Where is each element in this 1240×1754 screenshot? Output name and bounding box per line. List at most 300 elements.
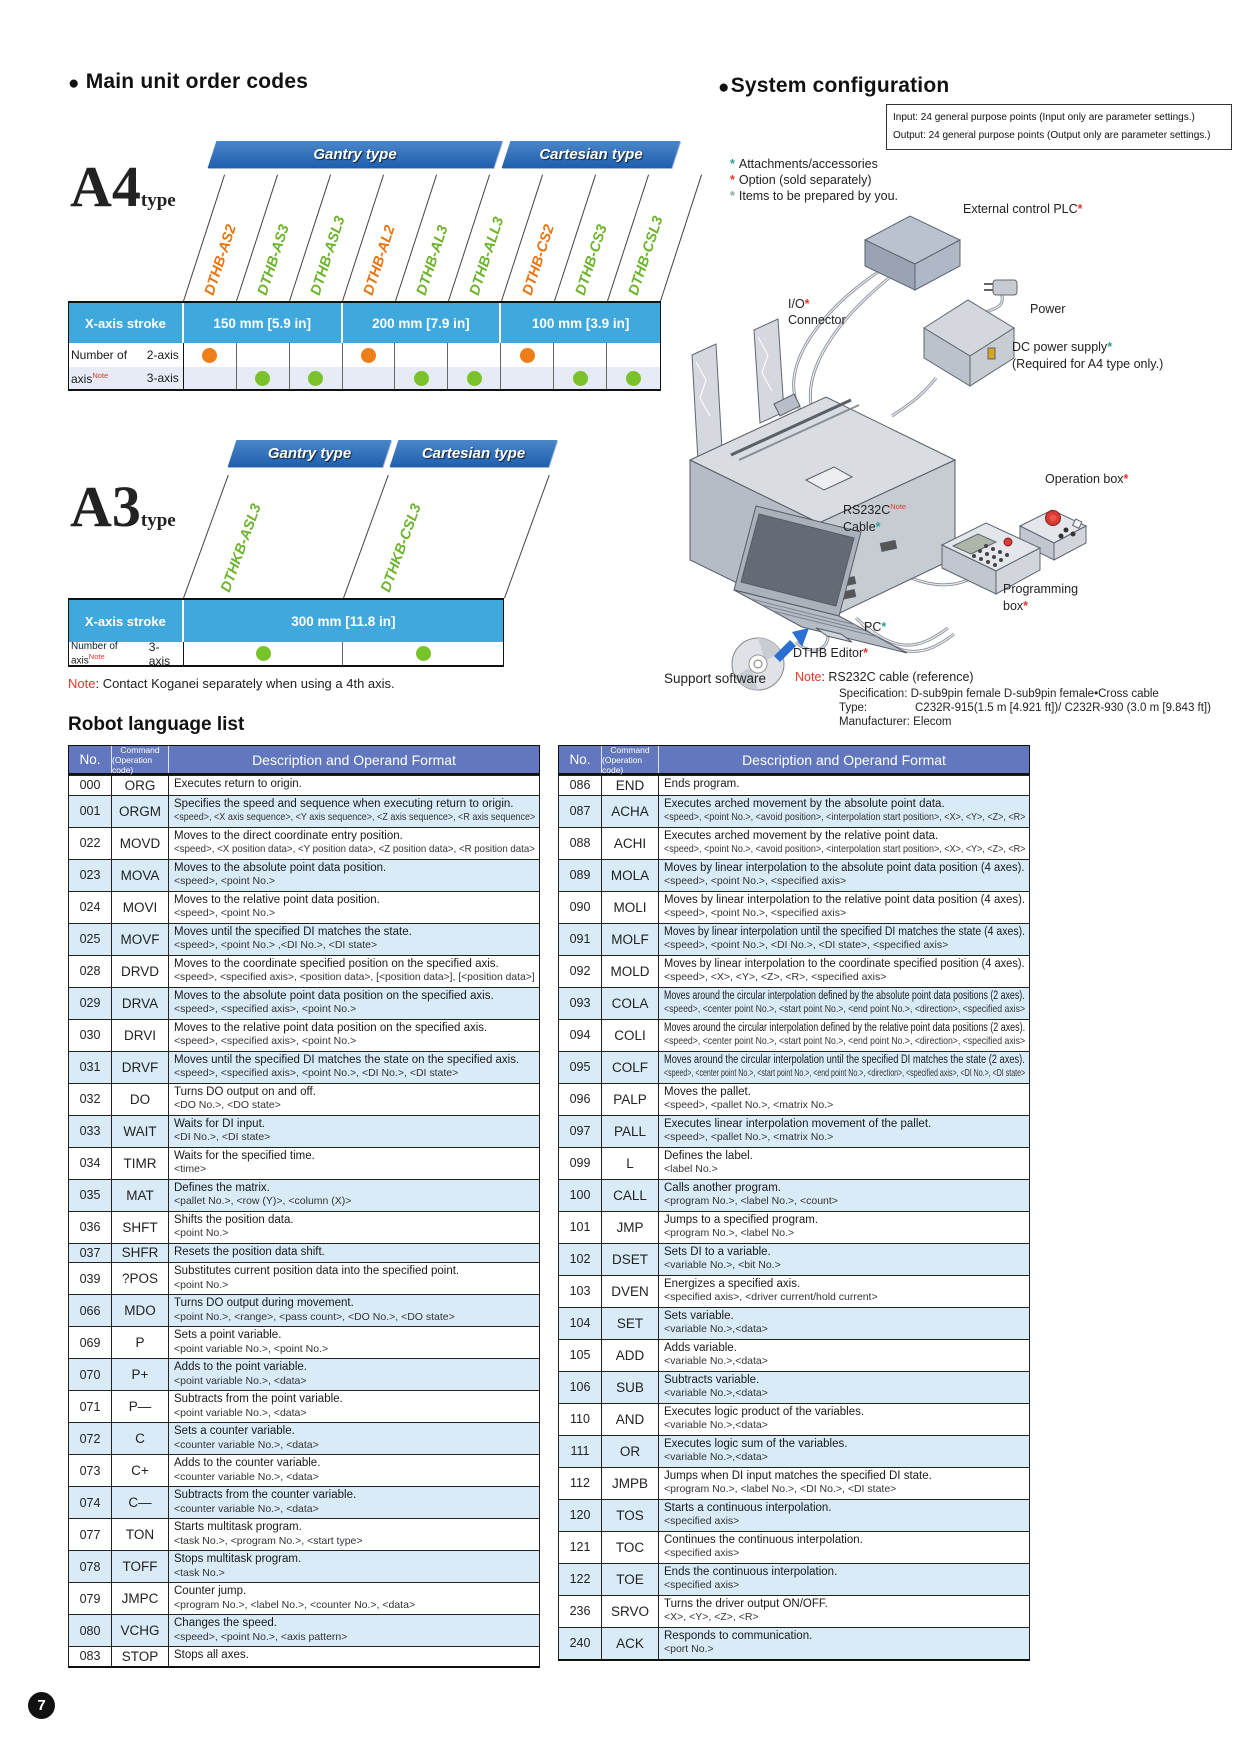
- row-no: 236: [559, 1596, 602, 1627]
- row-description: [659, 988, 1029, 1019]
- axis-availability-cell: [395, 367, 448, 389]
- asterisk-icon: *: [1023, 599, 1029, 613]
- a3-axis-header: Number of axis$^{Note}$: [71, 640, 118, 667]
- row-command: AND: [602, 1404, 659, 1435]
- a4-diagonal-headers: [68, 141, 678, 301]
- table-row: [68, 1582, 540, 1614]
- operand-text: <speed>, <X>, <Y>, <Z>, <R>, <specified axis>: [664, 971, 887, 983]
- operand-text: <speed>, <point No.>, <avoid position>, <interpolation start position>, <X>, <Y>, <Z>, <R>: [664, 843, 1026, 855]
- row-no: 105: [559, 1340, 602, 1371]
- description-text: Calls another program.: [664, 1181, 781, 1194]
- row-no: 111: [559, 1436, 602, 1467]
- rs232c-note-mfr: Manufacturer: Elecom: [839, 716, 952, 728]
- row-command: MOLF: [602, 924, 659, 955]
- a4-stroke-100: 100 mm [3.9 in]: [531, 315, 630, 331]
- row-description: [659, 1500, 1029, 1531]
- row-command: MDO: [112, 1295, 169, 1326]
- plc-label: External control PLC*: [963, 202, 1083, 216]
- operand-text: <speed>, <center point No.>, <start point No.>, <end point No.>, <direction>, <specified axis>: [664, 1035, 1026, 1047]
- table-row: [68, 1614, 540, 1646]
- description-text: Executes logic product of the variables.: [664, 1405, 865, 1418]
- row-description: [659, 1212, 1029, 1243]
- programming-box-label: box*: [1003, 599, 1029, 613]
- table-header: [68, 745, 540, 775]
- row-no: 095: [559, 1052, 602, 1083]
- operand-text: <specified axis>: [664, 1547, 740, 1559]
- axis-availability-cell: [448, 343, 501, 367]
- a3-stroke-row-label: X-axis stroke: [69, 600, 184, 642]
- a3-gantry-label: Gantry type: [267, 445, 352, 462]
- table-row: [68, 1115, 540, 1147]
- description-text: Moves to the relative point data position on the specified axis.: [174, 1021, 488, 1034]
- table-row: [68, 1486, 540, 1518]
- row-description: [659, 860, 1029, 891]
- row-no: 240: [559, 1628, 602, 1659]
- model-code-label: DTHB-CSL3: [625, 214, 667, 298]
- plc-box-art: [865, 216, 960, 290]
- table-row: [68, 1646, 540, 1666]
- row-description: [659, 1468, 1029, 1499]
- row-command: END: [602, 776, 659, 795]
- row-no: 096: [559, 1084, 602, 1115]
- row-no: 030: [69, 1020, 112, 1051]
- row-no: 074: [69, 1487, 112, 1518]
- row-no: 080: [69, 1615, 112, 1646]
- table-row: [68, 891, 540, 923]
- row-description: [169, 924, 539, 955]
- availability-dot-icon: [202, 348, 217, 363]
- axis-availability-cell: [448, 367, 501, 389]
- row-description: [169, 1148, 539, 1179]
- robot-language-table-left: [68, 745, 540, 1668]
- row-no: 066: [69, 1295, 112, 1326]
- legend-attachments: * Attachments/accessories: [730, 157, 878, 171]
- row-description: [169, 1327, 539, 1358]
- operand-text: <specified axis>, <driver current/hold current>: [664, 1291, 878, 1303]
- note-label: Note: [68, 676, 96, 691]
- availability-dot-icon: [573, 371, 588, 386]
- row-description: [169, 1052, 539, 1083]
- table-row: [68, 1051, 540, 1083]
- row-no: 037: [69, 1244, 112, 1263]
- row-description: [659, 1372, 1029, 1403]
- row-command: OR: [602, 1436, 659, 1467]
- table-row: [68, 775, 540, 795]
- row-command: MOVD: [112, 828, 169, 859]
- row-command: PALL: [602, 1116, 659, 1147]
- row-command: PALP: [602, 1084, 659, 1115]
- a4-order-table: [68, 141, 678, 396]
- row-command: MOVI: [112, 892, 169, 923]
- description-text: Adds variable.: [664, 1341, 737, 1354]
- row-no: 028: [69, 956, 112, 987]
- row-description: [169, 1391, 539, 1422]
- row-command: ORG: [112, 776, 169, 795]
- axis-availability-cell: [343, 642, 503, 665]
- row-no: 070: [69, 1359, 112, 1390]
- row-no: 090: [559, 892, 602, 923]
- axis-availability-cell: [184, 343, 237, 367]
- row-no: 001: [69, 796, 112, 827]
- operand-text: <speed>, <point No.>: [174, 875, 275, 887]
- row-description: [659, 1532, 1029, 1563]
- description-text: Substitutes current position data into the specified point.: [174, 1265, 460, 1277]
- availability-dot-icon: [256, 646, 271, 661]
- asterisk-icon: *: [875, 520, 881, 534]
- row-description: [659, 1596, 1029, 1627]
- description-text: Specifies the speed and sequence when executing return to origin.: [174, 797, 514, 810]
- operand-text: <pallet No.>, <row (Y)>, <column (X)>: [174, 1195, 352, 1207]
- row-no: 033: [69, 1116, 112, 1147]
- model-code-label: DTHB-AS3: [254, 222, 293, 298]
- table-row: [68, 1083, 540, 1115]
- connector-label: Connector: [788, 313, 846, 327]
- bullet-icon: ●: [718, 77, 730, 98]
- page-number-badge: 7: [28, 1692, 55, 1719]
- description-text: Moves by linear interpolation to the relative point data position (4 axes).: [664, 893, 1026, 906]
- row-no: 071: [69, 1391, 112, 1422]
- row-command: VCHG: [112, 1615, 169, 1646]
- operand-text: <speed>, <point No.> ,<DI No.>, <DI state>: [174, 939, 378, 951]
- description-text: Moves until the specified DI matches the state on the specified axis.: [174, 1053, 520, 1066]
- a4-axis-note-sup: Note: [92, 370, 109, 380]
- row-command: SUB: [602, 1372, 659, 1403]
- row-command: ACHI: [602, 828, 659, 859]
- table-row: [558, 1339, 1030, 1371]
- row-command: DVEN: [602, 1276, 659, 1307]
- axis-availability-cell: [554, 367, 607, 389]
- row-no: 101: [559, 1212, 602, 1243]
- operand-text: <speed>, <X axis sequence>, <Y axis sequence>, <Z axis sequence>, <R axis sequence>: [174, 811, 536, 823]
- table-row: [558, 1307, 1030, 1339]
- description-text: Subtracts variable.: [664, 1373, 760, 1386]
- operand-text: <speed>, <pallet No.>, <matrix No.>: [664, 1099, 834, 1111]
- operand-text: <variable No.>,<data>: [664, 1419, 768, 1431]
- table-row: [558, 1115, 1030, 1147]
- asterisk-icon: *: [1077, 202, 1083, 216]
- operand-text: <speed>, <point No.>, <specified axis>: [664, 875, 847, 887]
- operand-text: <DI No.>, <DI state>: [174, 1131, 271, 1143]
- row-description: [659, 1436, 1029, 1467]
- description-text: Starts multitask program.: [174, 1521, 302, 1533]
- row-command: COLA: [602, 988, 659, 1019]
- row-command: DO: [112, 1084, 169, 1115]
- row-command: ?POS: [112, 1263, 169, 1294]
- operand-text: <specified axis>: [664, 1579, 740, 1591]
- availability-dot-icon: [520, 348, 535, 363]
- description-text: Ends the continuous interpolation.: [664, 1565, 838, 1578]
- availability-dot-icon: [626, 371, 641, 386]
- a3-stroke-300: 300 mm [11.8 in]: [291, 613, 396, 629]
- description-text: Jumps to a specified program.: [664, 1213, 819, 1226]
- a3-letter: A3: [70, 474, 141, 539]
- operand-text: <point variable No.>, <data>: [174, 1374, 307, 1387]
- operand-text: <speed>, <specified axis>, <point No.>, <DI No.>, <DI state>: [174, 1067, 459, 1079]
- row-no: 034: [69, 1148, 112, 1179]
- row-command: L: [602, 1148, 659, 1179]
- row-description: [659, 1180, 1029, 1211]
- availability-dot-icon: [414, 371, 429, 386]
- operand-text: <port No.>: [664, 1643, 714, 1655]
- row-description: [169, 1084, 539, 1115]
- row-no: 079: [69, 1583, 112, 1614]
- row-command: MOVA: [112, 860, 169, 891]
- row-command: SET: [602, 1308, 659, 1339]
- table-row: [558, 795, 1030, 827]
- row-description: [169, 796, 539, 827]
- availability-dot-icon: [308, 371, 323, 386]
- system-config-heading: [718, 74, 949, 99]
- description-text: Moves to the absolute point data position on the specified axis.: [174, 989, 494, 1002]
- table-row: [558, 1403, 1030, 1435]
- asterisk-icon: *: [881, 620, 887, 634]
- table-row: [558, 1531, 1030, 1563]
- description-text: Moves the pallet.: [664, 1085, 751, 1098]
- operand-text: <speed>, <point No.>, <DI No.>, <DI state>, <specified axis>: [664, 939, 949, 951]
- operand-text: <variable No.>,<data>: [664, 1451, 768, 1463]
- a4-axis-header-line2: axis$^{Note}$: [71, 370, 109, 386]
- row-no: 031: [69, 1052, 112, 1083]
- robot-language-table-right: [558, 745, 1030, 1661]
- row-description: [659, 1308, 1029, 1339]
- col-header-no: No.: [559, 746, 602, 773]
- table-row: [68, 1179, 540, 1211]
- model-code-label: DTHB-ASL3: [307, 214, 349, 298]
- row-no: 089: [559, 860, 602, 891]
- table-row: [68, 1390, 540, 1422]
- row-command: TON: [112, 1519, 169, 1550]
- row-description: [659, 796, 1029, 827]
- row-no: 086: [559, 776, 602, 795]
- operand-text: <counter variable No.>, <data>: [174, 1470, 319, 1483]
- row-description: [169, 1583, 539, 1614]
- table-row: [68, 923, 540, 955]
- row-no: 112: [559, 1468, 602, 1499]
- row-command: ADD: [602, 1340, 659, 1371]
- description-text: Executes logic sum of the variables.: [664, 1437, 848, 1450]
- row-no: 103: [559, 1276, 602, 1307]
- operand-text: <task No.>, <program No.>, <start type>: [174, 1534, 363, 1547]
- row-description: [659, 1564, 1029, 1595]
- row-description: [169, 828, 539, 859]
- table-row: [558, 1179, 1030, 1211]
- description-text: Moves by linear interpolation until the specified DI matches the state (4 axes).: [664, 925, 1026, 938]
- row-no: 035: [69, 1180, 112, 1211]
- description-text: Moves to the direct coordinate entry position.: [174, 829, 403, 842]
- table-row: [558, 775, 1030, 795]
- row-description: [659, 828, 1029, 859]
- row-no: 036: [69, 1212, 112, 1243]
- description-text: Sets variable.: [664, 1309, 734, 1322]
- description-text: Moves by linear interpolation to the absolute point data position (4 axes).: [664, 861, 1025, 874]
- asterisk-icon: *: [863, 646, 869, 660]
- io-output-line: Output: 24 general purpose points (Output only are parameter settings.): [893, 130, 1211, 141]
- row-no: 104: [559, 1308, 602, 1339]
- row-description: [169, 1116, 539, 1147]
- row-command: STOP: [112, 1647, 169, 1666]
- power-plug-art: [984, 280, 1017, 295]
- row-command: JMPB: [602, 1468, 659, 1499]
- operand-text: <speed>, <specified axis>, <position data>, [<position data>], [<position data>]: [174, 971, 535, 983]
- table-row: [68, 987, 540, 1019]
- model-code-label: DTHB-AL3: [413, 223, 452, 298]
- description-text: Adds to the point variable.: [174, 1361, 307, 1373]
- operand-text: <variable No.>,<data>: [664, 1323, 768, 1335]
- row-command: P: [112, 1327, 169, 1358]
- availability-dot-icon: [467, 371, 482, 386]
- operand-text: <counter variable No.>, <data>: [174, 1502, 319, 1515]
- model-code-label: DTHB-CS2: [519, 222, 558, 298]
- row-description: [169, 1263, 539, 1294]
- a4-axis-row-header2: [69, 367, 184, 389]
- availability-dot-icon: [416, 646, 431, 661]
- table-row: [558, 891, 1030, 923]
- row-command: SHFT: [112, 1212, 169, 1243]
- axis-availability-cell: [607, 343, 660, 367]
- axis-availability-cell: [501, 367, 554, 389]
- operand-text: <speed>, <specified axis>, <point No.>: [174, 1035, 357, 1047]
- a4-3axis-row: [68, 367, 661, 391]
- operand-text: <variable No.>,<data>: [664, 1355, 768, 1367]
- a3-stroke-row: [68, 598, 504, 642]
- row-description: [169, 1519, 539, 1550]
- table-row: [68, 827, 540, 859]
- table-row: [558, 827, 1030, 859]
- cable-label: Cable*: [843, 520, 881, 534]
- asterisk-gray-icon: *: [730, 189, 735, 203]
- row-command: CALL: [602, 1180, 659, 1211]
- a4-3axis-label: 3-axis: [146, 371, 179, 385]
- pc-label: PC*: [864, 620, 887, 634]
- availability-dot-icon: [361, 348, 376, 363]
- operand-text: <X>, <Y>, <Z>, <R>: [664, 1611, 759, 1623]
- description-text: Subtracts from the point variable.: [174, 1393, 343, 1405]
- description-text: Continues the continuous interpolation.: [664, 1533, 863, 1546]
- description-text: Shifts the position data.: [174, 1213, 294, 1226]
- description-text: Counter jump.: [174, 1585, 247, 1597]
- row-command: COLI: [602, 1020, 659, 1051]
- axis-availability-cell: [607, 367, 660, 389]
- table-row: [558, 1435, 1030, 1467]
- a3-cartesian-label: Cartesian type: [421, 445, 526, 462]
- axis-availability-cell: [343, 343, 396, 367]
- description-text: Stops multitask program.: [174, 1553, 302, 1565]
- row-command: TOS: [602, 1500, 659, 1531]
- row-no: 110: [559, 1404, 602, 1435]
- operand-text: <point variable No.>, <data>: [174, 1406, 307, 1419]
- description-text: Moves around the circular interpolation defined by the absolute point data positions (2 axes).: [664, 989, 1025, 1002]
- table-row: [558, 1595, 1030, 1627]
- table-row: [68, 1243, 540, 1263]
- axis-availability-cell: [184, 642, 344, 665]
- row-no: 094: [559, 1020, 602, 1051]
- row-command: SRVO: [602, 1596, 659, 1627]
- row-no: 029: [69, 988, 112, 1019]
- rs232c-note-spec: Specification: D-sub9pin female D-sub9pin female•Cross cable: [839, 688, 1159, 700]
- description-text: Moves around the circular interpolation until the specified DI matches the state (2 axes).: [664, 1053, 1025, 1066]
- row-command: DRVD: [112, 956, 169, 987]
- table-row: [68, 795, 540, 827]
- system-diagram-art: [656, 150, 1240, 750]
- operand-text: <speed>, <pallet No.>, <matrix No.>: [664, 1131, 834, 1143]
- row-command: JMPC: [112, 1583, 169, 1614]
- operand-text: <program No.>, <label No.>, <DI No.>, <DI state>: [664, 1483, 897, 1495]
- operand-text: <program No.>, <label No.>, <count>: [664, 1195, 838, 1207]
- row-command: MOVF: [112, 924, 169, 955]
- a4-axis-header-line1: Number of: [71, 348, 128, 362]
- row-command: COLF: [602, 1052, 659, 1083]
- description-text: Defines the matrix.: [174, 1181, 270, 1194]
- operand-text: <speed>, <specified axis>, <point No.>: [174, 1003, 357, 1015]
- row-description: [169, 1551, 539, 1582]
- table-row: [68, 1147, 540, 1179]
- col-header-no: No.: [69, 746, 112, 773]
- row-description: [169, 1647, 539, 1666]
- description-text: Executes return to origin.: [174, 778, 302, 790]
- operand-text: <point No.>, <range>, <pass count>, <DO No.>, <DO state>: [174, 1310, 455, 1323]
- model-code-label: DTHB-AS2: [201, 222, 240, 298]
- row-command: SHFR: [112, 1244, 169, 1263]
- table-row: [68, 955, 540, 987]
- a3-axis-note-sup: Note: [88, 651, 105, 661]
- operand-text: <speed>, <point No.>, <specified axis>: [664, 907, 847, 919]
- row-description: [659, 1116, 1029, 1147]
- table-row: [68, 1454, 540, 1486]
- row-no: 120: [559, 1500, 602, 1531]
- row-description: [169, 956, 539, 987]
- row-description: [169, 1244, 539, 1263]
- row-description: [169, 1455, 539, 1486]
- col-header-description: Description and Operand Format: [742, 751, 946, 768]
- description-text: Moves to the relative point data position.: [174, 893, 380, 906]
- operand-text: <speed>, <center point No.>, <start point No.>, <end point No.>, <direction>, <specified axis>: [664, 1003, 1026, 1015]
- table-row: [68, 1550, 540, 1582]
- operand-text: <speed>, <point No.>, <avoid position>, <interpolation start position>, <X>, <Y>, <Z>, <R>: [664, 811, 1026, 823]
- table-row: [68, 1358, 540, 1390]
- table-row: [68, 1422, 540, 1454]
- operand-text: <speed>, <center point No.>, <start point No.>, <end point No.>, <direction>, <specified axis>, <DI No.>, <DI state>: [664, 1067, 1026, 1079]
- table-row: [558, 1499, 1030, 1531]
- description-text: Defines the label.: [664, 1149, 753, 1162]
- table-row: [558, 1627, 1030, 1659]
- system-config-title: System configuration: [730, 74, 950, 97]
- axis-availability-cell: [184, 367, 237, 389]
- row-command: TIMR: [112, 1148, 169, 1179]
- row-command: DSET: [602, 1244, 659, 1275]
- table-row: [68, 1211, 540, 1243]
- description-text: Jumps when DI input matches the specified DI state.: [664, 1469, 932, 1482]
- operand-text: <point No.>: [174, 1278, 229, 1291]
- a3-axis-row-header: [69, 639, 184, 668]
- row-description: [659, 892, 1029, 923]
- axis-availability-cell: [395, 343, 448, 367]
- row-command: P+: [112, 1359, 169, 1390]
- description-text: Moves by linear interpolation to the coordinate specified position (4 axes).: [664, 957, 1025, 970]
- table-row: [558, 859, 1030, 891]
- a4-gantry-label: Gantry type: [313, 146, 397, 163]
- row-no: 122: [559, 1564, 602, 1595]
- operation-box-label: Operation box*: [1045, 472, 1129, 486]
- operand-text: <speed>, <point No.>: [174, 907, 275, 919]
- description-text: Changes the speed.: [174, 1617, 277, 1629]
- row-description: [659, 776, 1029, 795]
- operand-text: <point No.>: [174, 1227, 229, 1239]
- description-text: Ends program.: [664, 778, 740, 790]
- operand-text: <program No.>, <label No.>: [664, 1227, 795, 1239]
- row-no: 000: [69, 776, 112, 795]
- axis-availability-cell: [501, 343, 554, 367]
- power-label: Power: [1030, 302, 1066, 316]
